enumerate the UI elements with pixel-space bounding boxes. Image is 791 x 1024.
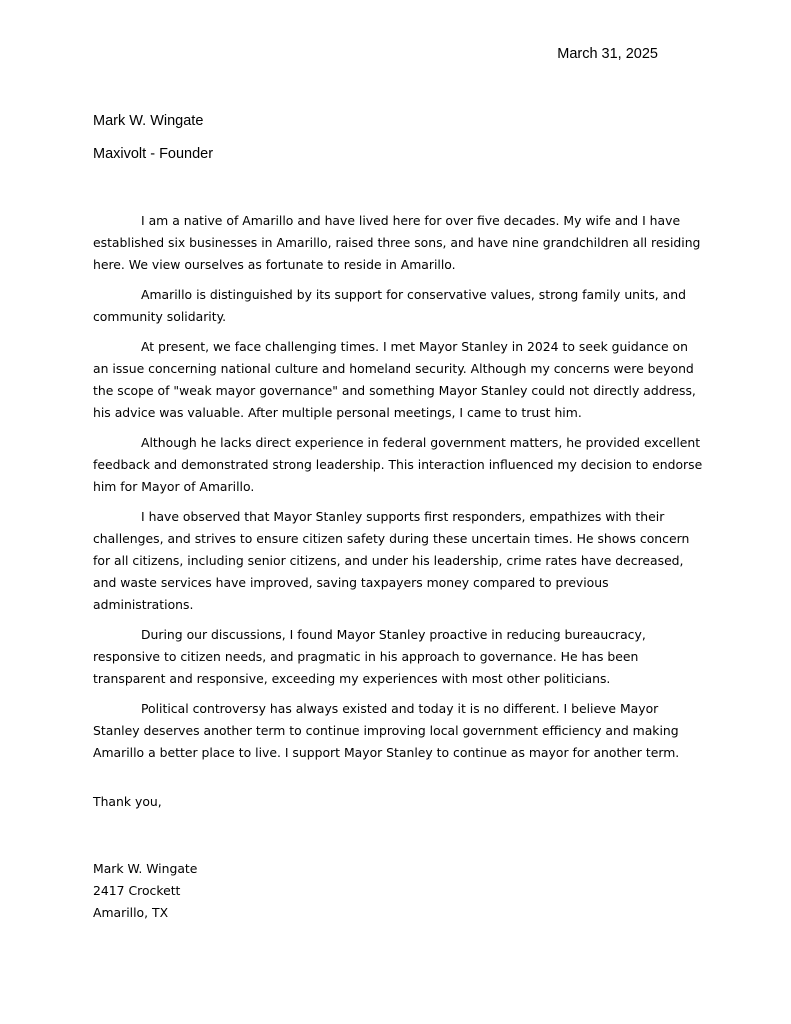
letter-date: March 31, 2025 <box>557 46 658 62</box>
signature-city-state: Amarillo, TX <box>93 905 169 920</box>
body-paragraph: I am a native of Amarillo and have lived here for over five decades. My wife and I have established six businesses in Amarillo, raised three sons, and have nine grandchildren all residing here. We view ourselves as fortunate to reside in Amarillo. <box>93 213 701 272</box>
sender-name: Mark W. Wingate <box>93 113 204 129</box>
letter-body <box>93 210 703 772</box>
letter-closing: Thank you, <box>93 794 162 809</box>
body-paragraph: Amarillo is distinguished by its support for conservative values, strong family units, and community solidarity. <box>93 287 686 324</box>
body-paragraph: I have observed that Mayor Stanley supports first responders, empathizes with their challenges, and strives to ensure citizen safety during these uncertain times. He shows concern for all citizens, including senior citizens, and under his leadership, crime rates have decreased, and waste services have improved, saving taxpayers money compared to previous administrations. <box>93 509 690 612</box>
signature-address: 2417 Crockett <box>93 883 181 898</box>
sender-title: Maxivolt - Founder <box>93 146 214 162</box>
signature-block <box>93 858 197 924</box>
signature-name: Mark W. Wingate <box>93 861 198 876</box>
body-paragraph: Political controversy has always existed and today it is no different. I believe Mayor Stanley deserves another term to continue improving local government efficiency and making Amarillo a better place to live. I support Mayor Stanley to continue as mayor for another term. <box>93 701 680 760</box>
body-paragraph: At present, we face challenging times. I met Mayor Stanley in 2024 to seek guidance on an issue concerning national culture and homeland security. Although my concerns were beyond the scope of "weak mayor governance" and something Mayor Stanley could not directly address, his advice was valuable. After multiple personal meetings, I came to trust him. <box>93 339 696 420</box>
body-paragraph: During our discussions, I found Mayor Stanley proactive in reducing bureaucracy, responsive to citizen needs, and pragmatic in his approach to governance. He has been transparent and responsive, exceeding my experiences with most other politicians. <box>93 627 646 686</box>
body-paragraph: Although he lacks direct experience in federal government matters, he provided excellent feedback and demonstrated strong leadership. This interaction influenced my decision to endorse him for Mayor of Amarillo. <box>93 435 703 494</box>
